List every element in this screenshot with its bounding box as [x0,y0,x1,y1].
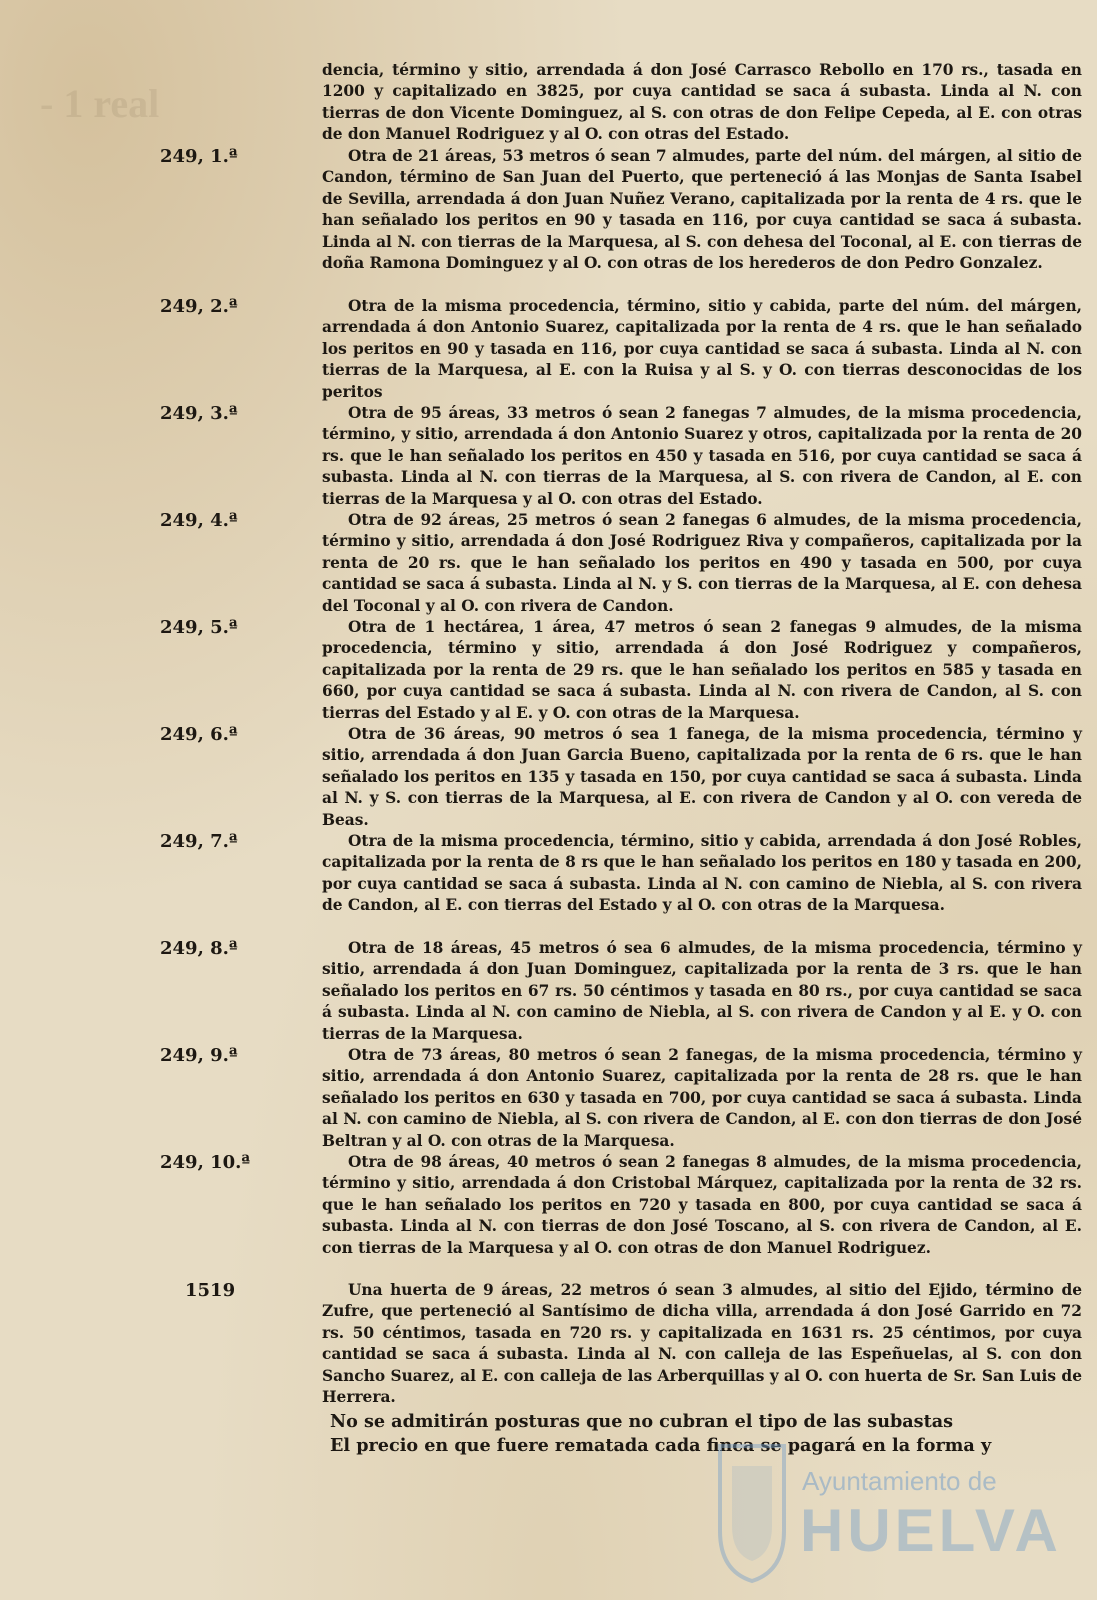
entry-249-3 [0,403,1097,510]
entry-text: Otra de la misma procedencia, término, sitio y cabida, arrendada á don José Robles, capitalizada por la renta de 8 rs que le han señalado los peritos en 180 y tasada en 200, por cuya cantidad se saca á subasta. Linda al N. con camino de Niebla, al S. con rivera de Candon, al E. con tierras del Estado y al O. con otras de la Marquesa. [322,832,1082,915]
entry-number: 249, 3.ª [160,403,238,424]
entry-text: Otra de la misma procedencia, término, sitio y cabida, parte del núm. del márgen, arrendada á don Antonio Suarez, capitalizada por la renta de 4 rs. que le han señalado los peritos en 90 y tasada en 116, por cuya cantidad se saca á subasta. Linda al N. con tierras de la Marquesa, al E. con la Ruisa y al S. y O. con tierras desconocidas de los peritos [322,297,1082,401]
entry-249-1 [0,146,1097,296]
entry-text: Otra de 1 hectárea, 1 área, 47 metros ó sean 2 fanegas 9 almudes, de la misma procedencia, término y sitio, arrendada á don José Rodriguez y compañeros, capitalizada por la renta de 29 rs. que le han señalado los peritos en 585 y tasada en 660, por cuya cantidad se saca á subasta. Linda al N. con rivera de Candon, al S. con tierras del Estado y al E. y O. con otras de la Marquesa. [322,618,1082,722]
entry-number: 249, 5.ª [160,617,238,638]
entry-text: Otra de 92 áreas, 25 metros ó sean 2 fanegas 6 almudes, de la misma procedencia, término y sitio, arrendada á don José Rodriguez Riva y compañeros, capitalizada por la renta de 20 rs. que le han señalado los peritos en 490 y tasada en 500, por cuya cantidad se saca á subasta. Linda al N. y S. con tierras de la Marquesa, al E. con dehesa del Toconal y al O. con rivera de Candon. [322,511,1082,615]
entry-number: 1519 [185,1280,236,1301]
entry-1519 [0,1280,1097,1410]
entry-number: 249, 4.ª [160,510,238,531]
entry-number: 249, 8.ª [160,938,238,959]
entry-249-9 [0,1045,1097,1152]
document-body [0,60,1097,1458]
entry-number: 249, 9.ª [160,1045,238,1066]
entry-249-10 [0,1152,1097,1280]
entry-number: 249, 7.ª [160,831,238,852]
entry-number: 249, 10.ª [160,1152,251,1173]
entry-number: 249, 1.ª [160,146,238,167]
ayuntamiento-watermark [712,1436,1082,1586]
closing-line-2: El precio en que fuere rematada cada finca se pagará en la forma y [330,1435,992,1456]
entry-text: Otra de 95 áreas, 33 metros ó sean 2 fanegas 7 almudes, de la misma procedencia, término, y sitio, arrendada á don Antonio Suarez y otros, capitalizada por la renta de 20 rs. que le han señalado los peritos en 450 y tasada en 516, por cuya cantidad se saca á subasta. Linda al N. con tierras de la Marquesa, al S. con rivera de Candon, al E. con tierras de la Marquesa y al O. con otras del Estado. [322,404,1082,508]
entry-249-8 [0,938,1097,1045]
entry-text: Otra de 98 áreas, 40 metros ó sean 2 fanegas 8 almudes, de la misma procedencia, término y sitio, arrendada á don Cristobal Márquez, capitalizada por la renta de 32 rs. que le han señalado los peritos en 720 y tasada en 800, por cuya cantidad se saca á subasta. Linda al N. con tierras de don José Toscano, al S. con rivera de Candon, al E. con tierras de la Marquesa y al O. con otras de don Manuel Rodriguez. [322,1153,1082,1257]
entry-text: Otra de 18 áreas, 45 metros ó sea 6 almudes, de la misma procedencia, término y sitio, arrendada á don Juan Dominguez, capitalizada por la renta de 3 rs. que le han señalado los peritos en 67 rs. 50 céntimos y tasada en 80 rs., por cuya cantidad se saca á subasta. Linda al N. con camino de Niebla, al S. con rivera de Candon y al E. y O. con tierras de la Marquesa. [322,939,1082,1043]
entry-text: Otra de 21 áreas, 53 metros ó sean 7 almudes, parte del núm. del márgen, al sitio de Candon, término de San Juan del Puerto, que perteneció á las Monjas de Santa Isabel de Sevilla, arrendada á don Juan Nuñez Verano, capitalizada por la renta de 4 rs. que le han señalado los peritos en 90 y tasada en 116, por cuya cantidad se saca á subasta. Linda al N. con tierras de la Marquesa, al S. con dehesa del Toconal, al E. con tierras de doña Ramona Dominguez y al O. con otras de los herederos de don Pedro Gonzalez. [322,147,1082,273]
entry-text: Una huerta de 9 áreas, 22 metros ó sean 3 almudes, al sitio del Ejido, término de Zufre, que perteneció al Santísimo de dicha villa, arrendada á don José Garrido en 72 rs. 50 céntimos, tasada en 720 rs. y capitalizada en 1631 rs. 25 céntimos, por cuya cantidad se saca á subasta. Linda al N. con calleja de las Espeñuelas, al S. con don Sancho Suarez, al E. con calleja de las Arberquillas y al O. con huerta de Sr. San Luis de Herrera. [322,1281,1082,1407]
entry-text: Otra de 36 áreas, 90 metros ó sea 1 fanega, de la misma procedencia, término y sitio, arrendada á don Juan Garcia Bueno, capitalizada por la renta de 6 rs. que le han señalado los peritos en 135 y tasada en 150, por cuya cantidad se saca á subasta. Linda al N. y S. con tierras de la Marquesa, al E. con rivera de Candon y al O. con vereda de Beas. [322,725,1082,829]
entry-249-7 [0,831,1097,938]
shield-icon [712,1436,792,1586]
entry-text: Otra de 73 áreas, 80 metros ó sean 2 fanegas, de la misma procedencia, término y sitio, arrendada á don Antonio Suarez, capitalizada por la renta de 28 rs. que le han señalado los peritos en 630 y tasada en 700, por cuya cantidad se saca á subasta. Linda al N. con camino de Niebla, al S. con rivera de Candon, al E. con don tierras de don José Beltran y al O. con otras de la Marquesa. [322,1046,1082,1150]
closing-line-1: No se admitirán posturas que no cubran el tipo de las subastas [330,1411,954,1432]
entry-249-6 [0,724,1097,831]
entry-continuation [0,60,1097,146]
entry-249-4 [0,510,1097,617]
entry-text: dencia, término y sitio, arrendada á don José Carrasco Rebollo en 170 rs., tasada en 1200 y capitalizado en 3825, por cuya cantidad se saca á subasta. Linda al N. con tierras de don Vicente Dominguez, al S. con otras de don Felipe Cepeda, al E. con otras de don Manuel Rodriguez y al O. con otras del Estado. [322,61,1082,144]
entry-number: 249, 2.ª [160,296,238,317]
watermark-title: Ayuntamiento de [802,1466,997,1496]
entry-249-2 [0,296,1097,403]
show-through-marks: - 1 real [40,81,160,126]
entry-249-5 [0,617,1097,724]
watermark-name: HUELVA [800,1497,1062,1564]
entry-number: 249, 6.ª [160,724,238,745]
